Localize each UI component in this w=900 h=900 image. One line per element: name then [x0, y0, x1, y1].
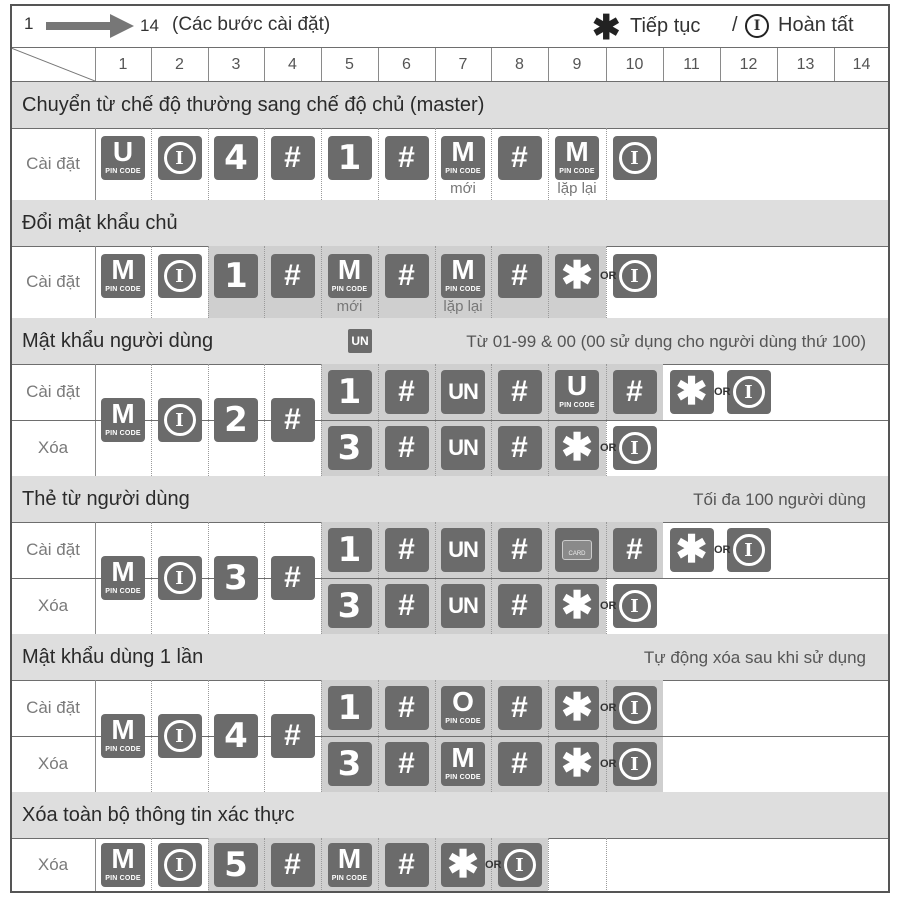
row-label: Cài đặt — [26, 154, 80, 173]
step-number: 2 — [175, 56, 184, 73]
step-number: 1 — [118, 56, 128, 73]
header-diagonal — [11, 48, 95, 81]
number-key-2: 2 — [214, 398, 258, 442]
hash-key-icon: # — [385, 686, 429, 730]
hash-key-icon: # — [613, 528, 657, 572]
hash-key-icon: # — [498, 254, 542, 298]
pin-code-key-m: M PIN CODE — [441, 254, 485, 298]
hash-key-icon: # — [498, 686, 542, 730]
hash-key-icon: # — [498, 426, 542, 470]
section-title: Đổi mật khẩu chủ — [22, 212, 178, 234]
step-number: 11 — [683, 56, 700, 73]
hash-key-icon: # — [385, 843, 429, 887]
pin-code-key-u: U PIN CODE — [555, 370, 599, 414]
star-key-icon: ✱ — [555, 584, 599, 628]
number-key-3: 3 — [214, 556, 258, 600]
section-note: Tự động xóa sau khi sử dụng — [643, 648, 866, 667]
finish-key-icon: I — [158, 556, 202, 600]
step-number: 14 — [852, 56, 871, 73]
number-key-3: 3 — [328, 426, 372, 470]
star-key-icon: ✱ — [555, 254, 599, 298]
or-label: OR — [600, 442, 617, 454]
section-title: Chuyển từ chế độ thường sang chế độ chủ (master) — [22, 94, 485, 116]
finish-key-icon: I — [158, 843, 202, 887]
or-label: OR — [714, 386, 731, 398]
number-key-4: 4 — [214, 136, 258, 180]
finish-key-icon: I — [613, 584, 657, 628]
row-label: Cài đặt — [26, 540, 80, 559]
user-number-badge: UN — [348, 329, 372, 353]
row-label: Xóa — [37, 855, 69, 874]
finish-key-icon: I — [727, 528, 771, 572]
card-key-icon: CARD — [555, 528, 599, 572]
or-label: OR — [485, 859, 502, 871]
number-key-1: 1 — [214, 254, 258, 298]
step-number: 13 — [796, 56, 815, 73]
hash-key-icon: # — [271, 843, 315, 887]
finish-key-icon: I — [158, 398, 202, 442]
finish-key-icon: I — [158, 714, 202, 758]
key-caption: mới — [336, 298, 363, 315]
hash-key-icon: # — [385, 426, 429, 470]
pin-code-key-o: O PIN CODE — [441, 686, 485, 730]
number-key-1: 1 — [328, 528, 372, 572]
finish-key-icon: I — [158, 254, 202, 298]
hash-key-icon: # — [498, 584, 542, 628]
legend-title: (Các bước cài đặt) — [172, 14, 331, 35]
step-number: 3 — [231, 56, 241, 73]
row-label: Xóa — [37, 596, 69, 615]
row-label: Cài đặt — [26, 698, 80, 717]
pin-code-key-m: M PIN CODE — [441, 136, 485, 180]
pin-code-key-u: U PIN CODE — [101, 136, 145, 180]
number-key-3: 3 — [328, 742, 372, 786]
hash-key-icon: # — [498, 528, 542, 572]
user-number-key: UN — [441, 584, 485, 628]
pin-code-key-m: M PIN CODE — [101, 843, 145, 887]
legend-end: 14 — [140, 16, 159, 35]
section-title: Thẻ từ người dùng — [22, 488, 190, 510]
number-key-5: 5 — [214, 843, 258, 887]
hash-key-icon: # — [385, 254, 429, 298]
number-key-1: 1 — [328, 370, 372, 414]
legend-start: 1 — [24, 14, 34, 33]
star-key-icon: ✱ — [555, 686, 599, 730]
hash-key-icon: # — [498, 136, 542, 180]
number-key-1: 1 — [328, 686, 372, 730]
hash-key-icon: # — [385, 136, 429, 180]
or-label: OR — [714, 544, 731, 556]
row-label: Xóa — [37, 438, 69, 457]
finish-key-icon: I — [727, 370, 771, 414]
step-number: 4 — [288, 56, 297, 73]
finish-key-icon: I — [613, 742, 657, 786]
number-key-3: 3 — [328, 584, 372, 628]
section-title: Mật khẩu dùng 1 lần — [22, 646, 204, 668]
star-key-icon: ✱ — [555, 426, 599, 470]
step-number: 5 — [345, 56, 354, 73]
legend-continue: Tiếp tục — [630, 15, 701, 37]
hash-key-icon: # — [271, 714, 315, 758]
or-label: OR — [600, 758, 617, 770]
or-label: OR — [600, 702, 617, 714]
section-title: Xóa toàn bộ thông tin xác thực — [22, 804, 295, 826]
hash-key-icon: # — [385, 742, 429, 786]
or-label: OR — [600, 270, 617, 282]
pin-code-key-m: M PIN CODE — [441, 742, 485, 786]
pin-code-key-m: M PIN CODE — [328, 843, 372, 887]
step-number: 9 — [572, 56, 582, 73]
hash-key-icon: # — [271, 398, 315, 442]
row-label: Cài đặt — [26, 272, 80, 291]
user-number-key: UN — [441, 426, 485, 470]
hash-key-icon: # — [498, 370, 542, 414]
user-number-key: UN — [441, 528, 485, 572]
hash-key-icon: # — [498, 742, 542, 786]
pin-code-key-m: M PIN CODE — [101, 254, 145, 298]
finish-key-icon: I — [158, 136, 202, 180]
finish-key-icon: I — [613, 686, 657, 730]
continue-icon: ✱ — [592, 9, 621, 47]
hash-key-icon: # — [271, 556, 315, 600]
row-label: Cài đặt — [26, 382, 80, 401]
arrow-right-icon — [44, 12, 136, 40]
user-number-key: UN — [441, 370, 485, 414]
finish-key-icon: I — [498, 843, 542, 887]
step-number: 6 — [402, 56, 411, 73]
pin-code-key-m: M PIN CODE — [101, 398, 145, 442]
pin-code-key-m: M PIN CODE — [101, 714, 145, 758]
key-caption: mới — [450, 180, 476, 197]
hash-key-icon: # — [385, 584, 429, 628]
number-key-1: 1 — [328, 136, 372, 180]
key-caption: lặp lại — [557, 180, 597, 197]
hash-key-icon: # — [385, 528, 429, 572]
number-key-4: 4 — [214, 714, 258, 758]
finish-key-icon: I — [613, 254, 657, 298]
hash-key-icon: # — [385, 370, 429, 414]
finish-key-icon: I — [613, 136, 657, 180]
legend-finish: Hoàn tất — [778, 14, 854, 36]
section-note: Tối đa 100 người dùng — [693, 490, 866, 509]
star-key-icon: ✱ — [670, 370, 714, 414]
pin-code-key-m: M PIN CODE — [555, 136, 599, 180]
finish-icon: I — [745, 14, 769, 38]
legend-slash: / — [732, 14, 738, 36]
pin-code-key-m: M PIN CODE — [101, 556, 145, 600]
hash-key-icon: # — [613, 370, 657, 414]
section-note: Từ 01-99 & 00 (00 sử dụng cho người dùng thứ 100) — [466, 332, 866, 351]
key-caption: lặp lại — [443, 298, 483, 315]
or-label: OR — [600, 600, 617, 612]
hash-key-icon: # — [271, 254, 315, 298]
step-number: 8 — [515, 56, 524, 73]
row-label: Xóa — [37, 754, 69, 773]
star-key-icon: ✱ — [555, 742, 599, 786]
hash-key-icon: # — [271, 136, 315, 180]
step-number: 10 — [625, 56, 644, 73]
finish-key-icon: I — [613, 426, 657, 470]
section-title: Mật khẩu người dùng — [22, 330, 214, 352]
star-key-icon: ✱ — [441, 843, 485, 887]
pin-code-key-m: M PIN CODE — [328, 254, 372, 298]
step-number: 7 — [458, 56, 468, 73]
star-key-icon: ✱ — [670, 528, 714, 572]
step-number: 12 — [739, 56, 758, 73]
